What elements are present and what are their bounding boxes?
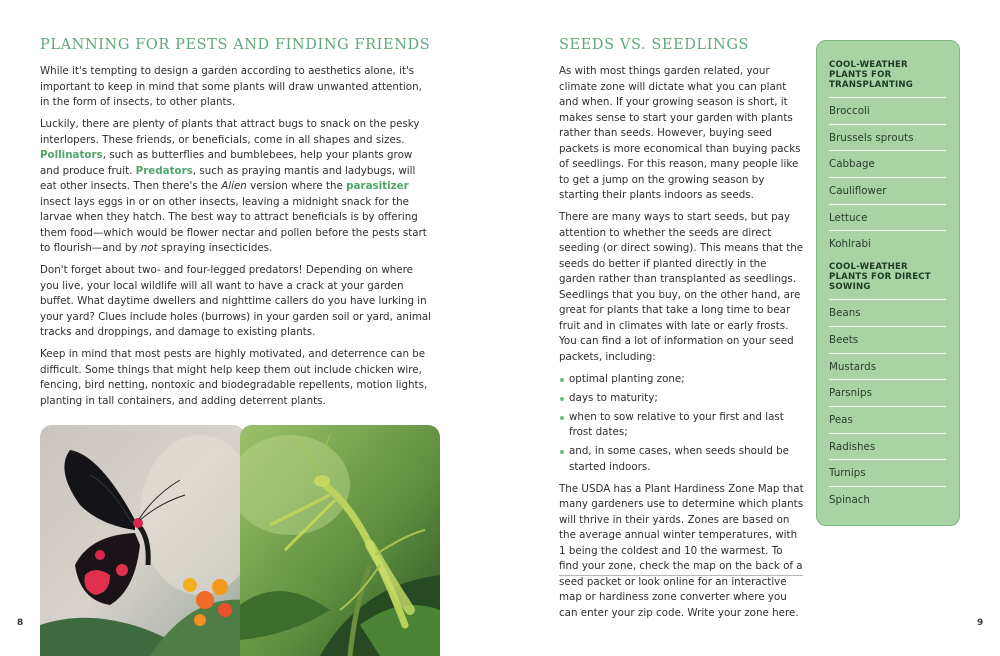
list-item: Parsnips (829, 380, 946, 407)
left-page-heading: PLANNING FOR PESTS AND FINDING FRIENDS (40, 37, 431, 53)
text-run: Luckily, there are plenty of plants that attract bugs to snack on the pesky interlopers. These friends, or beneficials, come in all shapes and sizes. (40, 118, 420, 146)
not-italic: not (140, 242, 158, 254)
list-item: Kohlrabi (829, 238, 871, 251)
list-item: Cauliflower (829, 178, 946, 205)
list-item: and, in some cases, when seeds should be started indoors. (559, 444, 805, 475)
text-run: , such as butterflies and bumblebees, help your plants grow and produce fruit. (40, 149, 413, 177)
seed-packet-info-list (559, 372, 805, 476)
right-paragraph-3: The USDA has a Plant Hardiness Zone Map that many gardeners use to determine which plants will thrive in their yards. Zones are based on the average annual winter temperatures, with 1 being the coldest and 10 the warmest. To find your zone, check the map on the back of a seed packet or look online for an interactive map or hardiness zone converter where you can enter your zip code. Write your zone here. (559, 482, 804, 619)
left-paragraph-3: Don't forget about two- and four-legged predators! Depending on where you live, your local wildlife will all want to have a crack at your garden buffet. What daytime dwellers and nighttime callers do you have lurking in your yard? Clues include holes (burrows) in your garden soil or yard, animal tracks and droppings, and damage to existing plants. (40, 264, 432, 338)
list-item: Peas (829, 407, 946, 434)
list-item: Cabbage (829, 151, 946, 178)
mantis-illustration (240, 425, 440, 656)
butterfly-illustration (40, 425, 245, 656)
list-item: when to sow relative to your first and last frost dates; (559, 410, 805, 441)
right-paragraph-2: There are many ways to start seeds, but pay attention to whether the seeds are direct seeding (or direct sowing). This means that the seeds do better if planted directly in the garden rather than transplanted as seedlings. Seedlings that you buy, on the other hand, are great for plants that take a long time to bear fruit and in climates with late or early frosts. You can find a lot of information on your seed packets, including: (559, 211, 804, 363)
left-paragraph-1: While it's tempting to design a garden according to aesthetics alone, it's important to keep in mind that some plants will draw unwanted attention, in the form of insects, to other plants. (40, 65, 422, 108)
list-item: Lettuce (829, 205, 946, 232)
text-run: spraying insecticides. (157, 242, 273, 254)
list-item: Turnips (829, 460, 946, 487)
list-item: days to maturity; (559, 391, 805, 407)
right-paragraph-1: As with most things garden related, your climate zone will dictate what you can plant and when. If your growing season is short, it makes sense to start your garden with plants rather than seeds. However, buying seed packets is more economical than buying packs of seedlings. For this reason, many people like to get a jump on the growing season by starting their plants indoors as seeds. (559, 65, 801, 201)
direct-sowing-list (829, 300, 946, 514)
right-page (500, 0, 1000, 656)
predators-term: Predators (135, 164, 193, 177)
list-item: Brussels sprouts (829, 125, 946, 152)
list-item: optimal planting zone; (559, 372, 805, 388)
transplanting-list (829, 98, 946, 258)
list-item: Beans (829, 300, 946, 327)
text-run: insect lays eggs in or on other insects, leaving a midnight snack for the larvae when they hatch. The best way to attract beneficials is by offering them food—which would be flower nectar and pollen before the pests start to flourish—and by (40, 195, 427, 254)
write-zone-line[interactable] (559, 575, 803, 576)
pollinators-term: Pollinators (40, 149, 103, 161)
left-page-body (40, 64, 432, 416)
list-item: Spinach (829, 493, 870, 506)
text-run: , such as praying mantis and ladybugs, will eat other insects. Then there's the (40, 164, 416, 192)
butterfly-photo (40, 425, 245, 656)
list-item: Beets (829, 327, 946, 354)
text-run: version where the (246, 180, 347, 192)
page-number-left: 8 (17, 618, 24, 628)
list-item: Broccoli (829, 98, 946, 125)
list-item: Mustards (829, 354, 946, 381)
right-page-body (559, 64, 805, 628)
page-number-right: 9 (977, 618, 984, 628)
cool-weather-sidebar (816, 40, 960, 526)
left-paragraph-2 (40, 117, 432, 257)
left-paragraph-4: Keep in mind that most pests are highly motivated, and deterrence can be difficult. Some things that might help keep them out include chicken wire, fencing, bird netting, nontoxic and biodegradable repellents, motion lights, planting in tall containers, and adding deterrent plants. (40, 348, 428, 407)
mantis-photo (240, 425, 440, 656)
list-item: Radishes (829, 434, 946, 461)
alien-italic: Alien (221, 180, 247, 192)
sidebar-heading-transplanting: COOL-WEATHER PLANTS FOR TRANSPLANTING (829, 60, 946, 98)
right-page-heading: SEEDS VS. SEEDLINGS (559, 37, 750, 53)
sidebar-heading-direct-sowing: COOL-WEATHER PLANTS FOR DIRECT SOWING (829, 262, 946, 300)
parasitizer-term: parasitizer (346, 180, 409, 192)
